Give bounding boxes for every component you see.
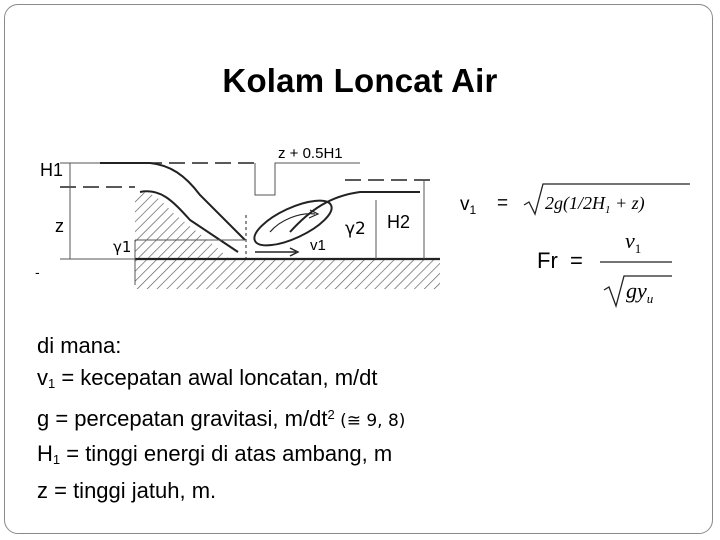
definition-h1: $H_1$ = tinggi energi di atas ambang, m (37, 440, 393, 467)
label-z-plus-half-h1: z + 0.5H1 (278, 145, 343, 162)
fr-denominator: $gy_u$ (626, 278, 654, 306)
v1-equals: = (497, 193, 509, 214)
definition-z: z = tinggi jatuh, m. (37, 478, 217, 503)
fr-numerator: $v_1$ (625, 228, 642, 256)
label-dash: - (35, 264, 40, 280)
label-gamma1: γ1 (113, 238, 132, 256)
fr-equals: = (570, 248, 583, 273)
slide-title: Kolam Loncat Air (222, 62, 498, 99)
definitions-intro: di mana: (37, 333, 122, 358)
v1-lhs: $v_1$ (460, 194, 477, 217)
label-z: z (55, 216, 64, 236)
definition-v1: $v_1$ = kecepatan awal loncatan, m/dt (37, 364, 378, 391)
label-v1: v1 (310, 237, 326, 254)
definitions-block (37, 330, 405, 507)
label-h1: H1 (40, 160, 64, 180)
label-h2: H2 (387, 212, 411, 232)
fr-lhs: Fr (537, 248, 558, 273)
definition-g: g = percepatan gravitasi, $m/dt^2$ (≅ 9, 8) (37, 406, 406, 431)
label-gamma2: γ2 (345, 219, 366, 239)
v1-rhs: $2g(1/2H_1 + z)$ (545, 193, 645, 216)
